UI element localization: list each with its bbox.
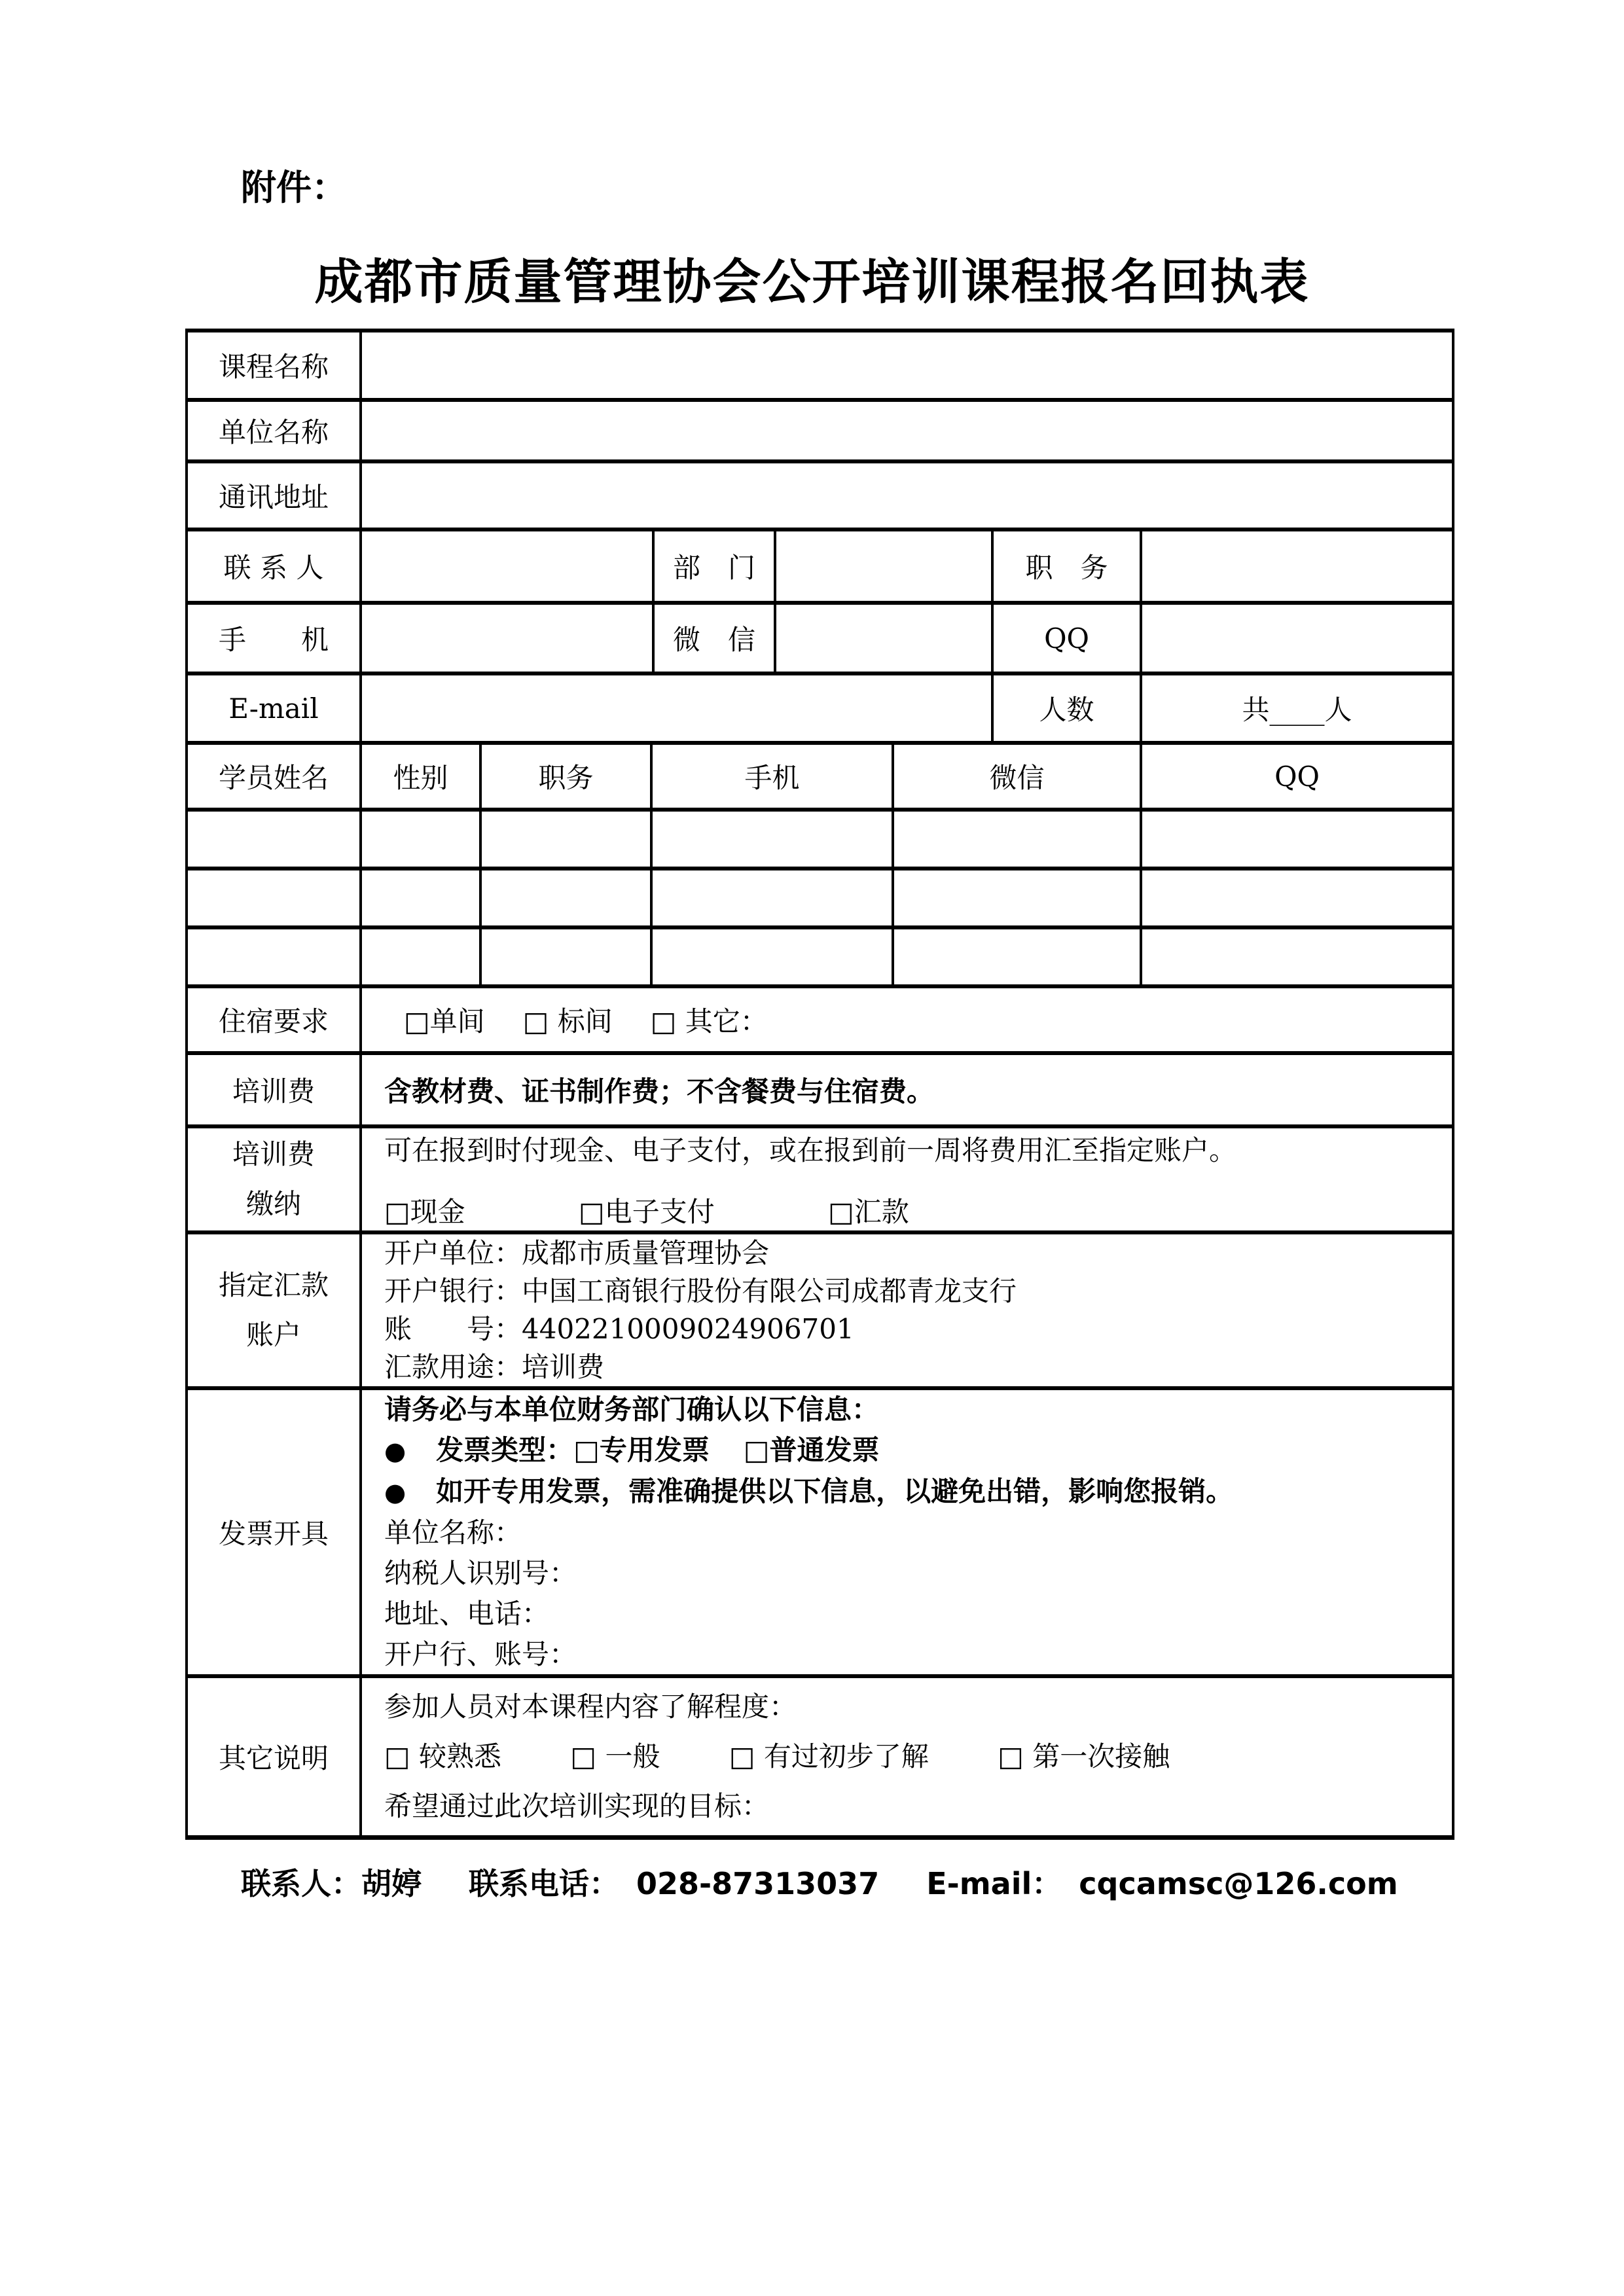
course-name-input-cell[interactable] bbox=[359, 332, 1452, 398]
email-label: E-mail bbox=[228, 692, 319, 725]
student-input-cell[interactable] bbox=[188, 812, 359, 867]
invoice-details bbox=[359, 1390, 1452, 1674]
wechat-input-cell[interactable] bbox=[774, 605, 991, 672]
student-input-cell[interactable] bbox=[359, 870, 479, 925]
footer-phone-label: 联系电话： bbox=[469, 1866, 620, 1901]
row-invoice bbox=[188, 1390, 1452, 1678]
training-goal-prompt[interactable]: 希望通过此次培训实现的目标： bbox=[384, 1790, 770, 1822]
student-input-cell[interactable] bbox=[359, 812, 479, 867]
account-bank: 开户银行：中国工商银行股份有限公司成都青龙支行 bbox=[384, 1275, 1017, 1307]
student-input-cell[interactable] bbox=[650, 812, 892, 867]
mailing-address-label: 通讯地址 bbox=[218, 481, 329, 513]
mobile-phone-input-cell[interactable] bbox=[359, 605, 652, 672]
training-fee-note: 含教材费、证书制作费；不含餐费与住宿费。 bbox=[384, 1075, 935, 1107]
row-lodging bbox=[188, 988, 1452, 1055]
invoice-type-line bbox=[384, 1430, 914, 1471]
invoice-type-label: 发票类型： bbox=[436, 1434, 574, 1466]
student-row-1 bbox=[188, 812, 1452, 870]
payment-option-transfer-checkbox[interactable]: □汇款 bbox=[828, 1196, 909, 1228]
student-input-cell[interactable] bbox=[1140, 870, 1452, 925]
student-gender-header: 性别 bbox=[359, 745, 479, 808]
row-email bbox=[188, 675, 1452, 745]
training-fee-label: 培训费 bbox=[232, 1075, 315, 1107]
payment-options bbox=[384, 1191, 1014, 1230]
familiarity-options bbox=[384, 1732, 1230, 1782]
student-input-cell[interactable] bbox=[479, 812, 650, 867]
registration-table bbox=[185, 329, 1454, 1840]
footer-phone-number: 028-87313037 bbox=[636, 1866, 880, 1901]
mobile-phone-label: 手 机 bbox=[218, 624, 329, 656]
student-qq-header: QQ bbox=[1140, 745, 1452, 808]
student-input-cell[interactable] bbox=[892, 870, 1140, 925]
row-remittance-account bbox=[188, 1234, 1452, 1390]
row-mailing-address bbox=[188, 463, 1452, 531]
account-holder: 开户单位：成都市质量管理协会 bbox=[384, 1237, 770, 1269]
company-name-label: 单位名称 bbox=[218, 416, 329, 448]
student-row-2 bbox=[188, 870, 1452, 929]
position-input-cell[interactable] bbox=[1140, 531, 1452, 601]
department-label: 部 门 bbox=[652, 531, 774, 601]
familiarity-question: 参加人员对本课程内容了解程度： bbox=[384, 1691, 797, 1723]
invoice-special-note: 如开专用发票，需准确提供以下信息，以避免出错，影响您报销。 bbox=[436, 1475, 1234, 1507]
student-input-cell[interactable] bbox=[650, 870, 892, 925]
invoice-label: 发票开具 bbox=[218, 1518, 329, 1550]
footer-email-address: cqcamsc@126.com bbox=[1079, 1866, 1398, 1901]
row-student-header bbox=[188, 745, 1452, 812]
other-notes-label: 其它说明 bbox=[218, 1742, 329, 1774]
invoice-field-company[interactable]: 单位名称： bbox=[384, 1516, 522, 1549]
contact-person-input-cell[interactable] bbox=[359, 531, 652, 601]
lodging-label: 住宿要求 bbox=[218, 1005, 329, 1037]
student-input-cell[interactable] bbox=[479, 929, 650, 984]
lodging-option-standard-checkbox[interactable]: □ 标间 bbox=[522, 1005, 613, 1037]
lodging-option-other-checkbox[interactable]: □ 其它： bbox=[650, 1005, 768, 1037]
wechat-label: 微 信 bbox=[652, 605, 774, 672]
row-course-name bbox=[188, 332, 1452, 402]
lodging-options-cell bbox=[359, 988, 1452, 1051]
bullet-icon: ● bbox=[384, 1437, 406, 1465]
student-position-header: 职务 bbox=[479, 745, 650, 808]
student-input-cell[interactable] bbox=[188, 870, 359, 925]
headcount-label: 人数 bbox=[991, 675, 1140, 741]
familiarity-option-general-checkbox[interactable]: □ 一般 bbox=[570, 1740, 660, 1772]
familiarity-option-familiar-checkbox[interactable]: □ 较熟悉 bbox=[384, 1740, 502, 1772]
invoice-intro: 请务必与本单位财务部门确认以下信息： bbox=[384, 1393, 880, 1426]
student-input-cell[interactable] bbox=[1140, 929, 1452, 984]
footer-contact-person: 联系人：胡婷 bbox=[241, 1866, 422, 1901]
attachment-label: 附件： bbox=[241, 167, 347, 208]
payment-option-cash-checkbox[interactable]: □现金 bbox=[384, 1196, 465, 1228]
row-mobile-phone bbox=[188, 605, 1452, 675]
invoice-special-note-line bbox=[384, 1471, 1233, 1513]
student-input-cell[interactable] bbox=[479, 870, 650, 925]
student-input-cell[interactable] bbox=[892, 929, 1140, 984]
course-name-label: 课程名称 bbox=[218, 351, 329, 383]
row-contact-person bbox=[188, 531, 1452, 605]
student-name-header: 学员姓名 bbox=[218, 762, 329, 794]
contact-person-label: 联 系 人 bbox=[223, 552, 324, 584]
lodging-option-single-checkbox[interactable]: □单间 bbox=[404, 1005, 485, 1037]
student-wechat-header: 微信 bbox=[892, 745, 1140, 808]
student-input-cell[interactable] bbox=[650, 929, 892, 984]
department-input-cell[interactable] bbox=[774, 531, 991, 601]
footer-email-label: E-mail： bbox=[926, 1866, 1062, 1901]
student-mobile-header: 手机 bbox=[650, 745, 892, 808]
remittance-purpose: 汇款用途：培训费 bbox=[384, 1351, 605, 1383]
footer-contact-line bbox=[241, 1860, 1398, 1903]
email-input-cell[interactable] bbox=[359, 675, 991, 741]
row-other-notes bbox=[188, 1678, 1452, 1835]
student-input-cell[interactable] bbox=[892, 812, 1140, 867]
fee-payment-label: 培训费 缴纳 bbox=[232, 1138, 315, 1220]
qq-label: QQ bbox=[991, 605, 1140, 672]
invoice-field-address-phone[interactable]: 地址、电话： bbox=[384, 1598, 550, 1630]
remittance-account-details bbox=[359, 1234, 1452, 1386]
headcount-blank[interactable]: 共____人 bbox=[1140, 675, 1452, 741]
student-row-3 bbox=[188, 929, 1452, 988]
remittance-account-label: 指定汇款 账户 bbox=[218, 1269, 329, 1351]
other-notes-details bbox=[359, 1678, 1452, 1835]
familiarity-option-preliminary-checkbox[interactable]: □ 有过初步了解 bbox=[729, 1740, 929, 1772]
payment-option-epay-checkbox[interactable]: □电子支付 bbox=[579, 1196, 715, 1228]
account-number: 账 号：4402210009024906701 bbox=[384, 1313, 854, 1345]
student-input-cell[interactable] bbox=[359, 929, 479, 984]
position-label: 职 务 bbox=[991, 531, 1140, 601]
student-input-cell[interactable] bbox=[1140, 812, 1452, 867]
invoice-type-regular-checkbox[interactable]: □普通发票 bbox=[743, 1434, 880, 1466]
bullet-icon: ● bbox=[384, 1478, 406, 1507]
row-training-fee bbox=[188, 1055, 1452, 1128]
invoice-type-special-checkbox[interactable]: □专用发票 bbox=[573, 1434, 710, 1466]
company-name-input-cell[interactable] bbox=[359, 402, 1452, 459]
familiarity-option-first-time-checkbox[interactable]: □ 第一次接触 bbox=[998, 1740, 1170, 1772]
mailing-address-input-cell[interactable] bbox=[359, 463, 1452, 528]
student-input-cell[interactable] bbox=[188, 929, 359, 984]
invoice-field-taxpayer-id[interactable]: 纳税人识别号： bbox=[384, 1557, 577, 1589]
qq-input-cell[interactable] bbox=[1140, 605, 1452, 672]
invoice-field-bank-account[interactable]: 开户行、账号： bbox=[384, 1638, 577, 1670]
page-title: 成都市质量管理协会公开培训课程报名回执表 bbox=[314, 254, 1310, 310]
payment-instructions: 可在报到时付现金、电子支付，或在报到前一周将费用汇至指定账户。 bbox=[384, 1134, 1237, 1166]
row-fee-payment bbox=[188, 1128, 1452, 1234]
row-company-name bbox=[188, 402, 1452, 463]
